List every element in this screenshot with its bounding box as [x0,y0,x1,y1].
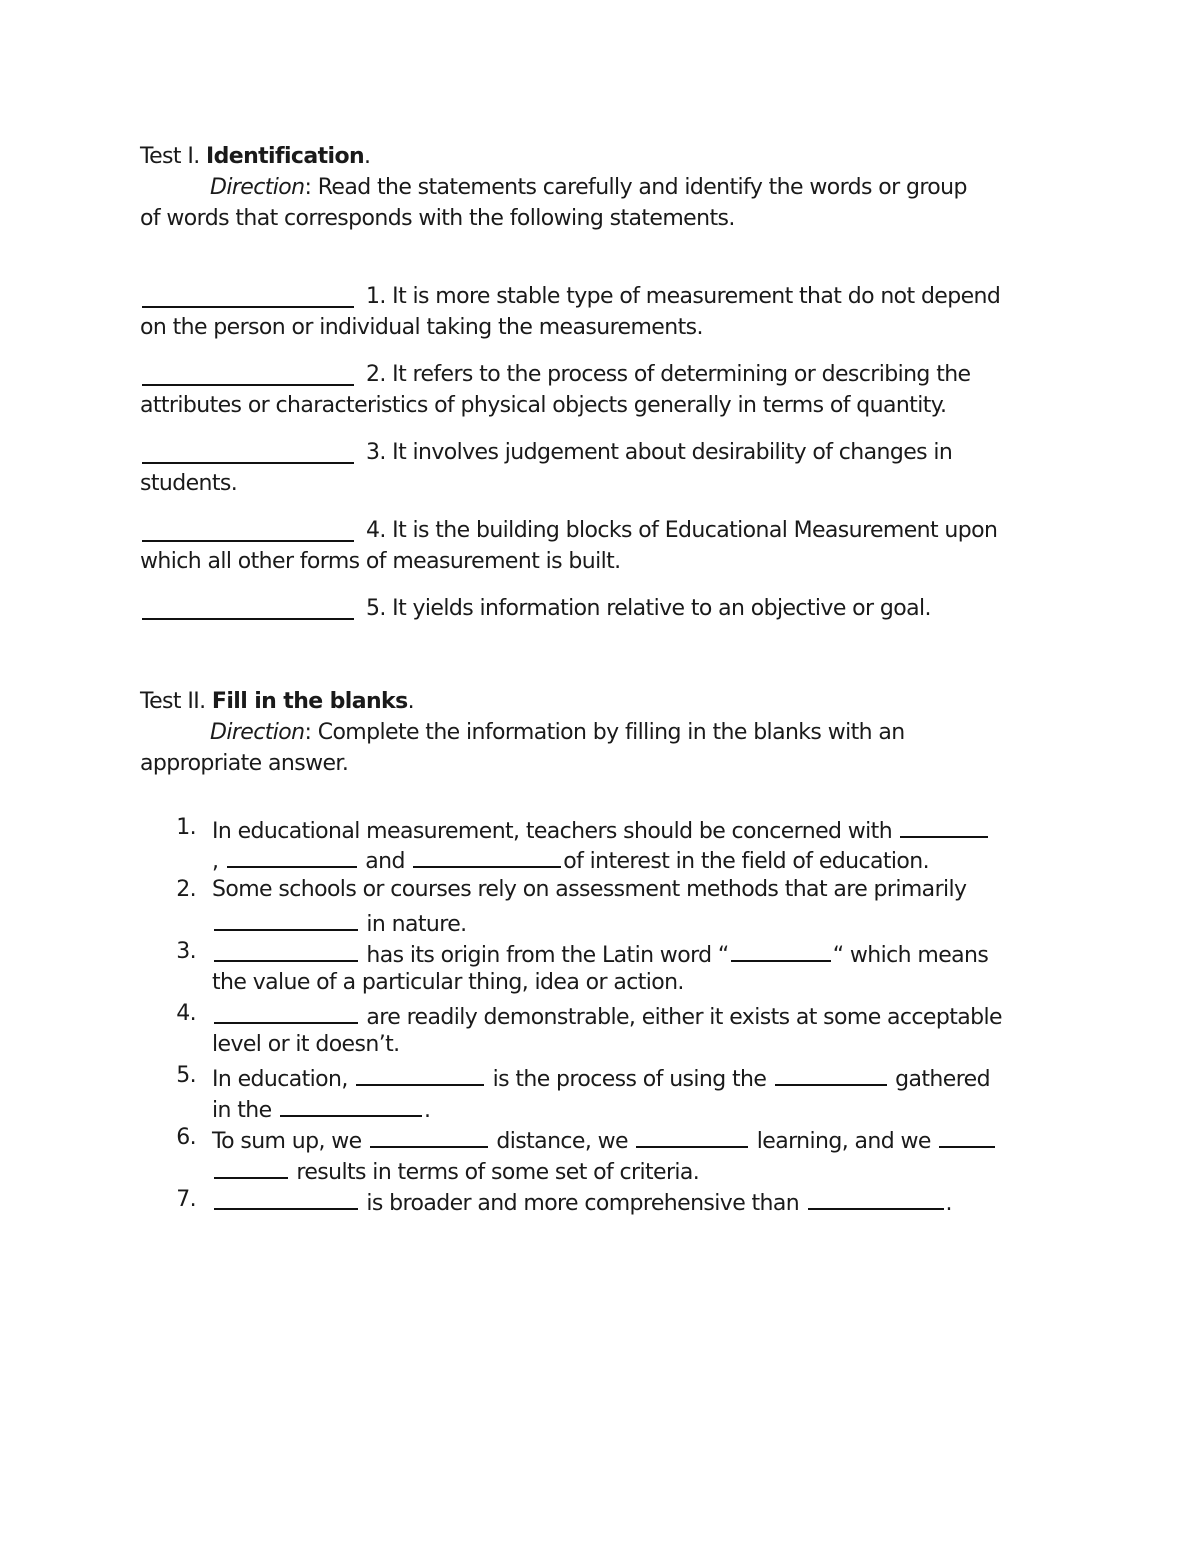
test1-direction-text-2: of words that corresponds with the following statements. [140,206,735,231]
identification-item-2: 2. It refers to the process of determining or describing the [366,362,971,387]
fill-blank-5a[interactable] [356,1062,484,1086]
fill-item-7-end: . [945,1191,952,1216]
fill-item-6 [212,1124,997,1156]
fill-item-5-text: In education, [212,1067,348,1092]
identification-item-1: 1. It is more stable type of measurement that do not depend [366,284,1001,309]
fill-blank-6a[interactable] [370,1124,488,1148]
test1-title [140,143,370,171]
fill-item-4 [212,1000,1002,1032]
identification-item-3: 3. It involves judgement about desirability of changes in [366,440,953,465]
fill-blank-6c[interactable] [939,1124,995,1148]
test2-direction [210,719,905,747]
fill-item-5 [212,1062,990,1094]
fill-item-6-number: 6. [176,1125,196,1150]
fill-item-7-text: is broader and more comprehensive than [366,1191,800,1216]
fill-item-5-text-4: in the [212,1098,272,1123]
fill-item-3-number: 3. [176,939,196,964]
fill-blank-5c[interactable] [280,1093,422,1117]
fill-item-6-cont [212,1155,699,1187]
fill-item-5-text-2: is the process of using the [492,1067,767,1092]
identification-item-4: 4. It is the building blocks of Educational Measurement upon [366,518,998,543]
test2-direction-text: : Complete the information by filling in the blanks with an [304,720,905,745]
fill-item-6-text-2: distance, we [496,1129,628,1154]
fill-item-1-text: In educational measurement, teachers should be concerned with [212,819,893,844]
fill-item-5-end: . [423,1098,431,1123]
fill-blank-1a[interactable] [900,814,988,838]
fill-item-3-text: has its origin from the Latin word “ [366,943,729,968]
fill-item-5-cont [212,1093,430,1125]
fill-item-5-number: 5. [176,1063,196,1088]
fill-blank-7a[interactable] [214,1186,358,1210]
test1-direction-text: : Read the statements carefully and identify the words or group [304,175,967,200]
answer-blank-5[interactable] [142,618,354,620]
identification-item-4-cont: which all other forms of measurement is built. [140,549,621,574]
fill-blank-7b[interactable] [808,1186,944,1210]
fill-item-1-and: and [365,849,405,874]
fill-blank-5b[interactable] [775,1062,887,1086]
identification-item-2-cont: attributes or characteristics of physical objects generally in terms of quantity. [140,393,947,418]
fill-item-3 [212,938,988,970]
test2-heading: Fill in the blanks [211,689,408,714]
fill-blank-3b[interactable] [731,938,831,962]
test1-direction-label: Direction [210,175,305,200]
fill-item-6-text-3: learning, and we [756,1129,931,1154]
fill-item-1-cont [212,844,929,876]
fill-blank-1c[interactable] [413,844,561,868]
fill-item-3-cont: the value of a particular thing, idea or action. [212,970,684,995]
fill-item-2-number: 2. [176,877,196,902]
identification-item-1-cont: on the person or individual taking the measurements. [140,315,703,340]
fill-item-6-end: results in terms of some set of criteria. [296,1160,700,1185]
fill-blank-6d[interactable] [214,1155,288,1179]
fill-item-5-text-3: gathered [895,1067,990,1092]
answer-blank-1[interactable] [142,306,354,308]
fill-item-4-number: 4. [176,1001,196,1026]
fill-blank-2a[interactable] [214,907,358,931]
answer-blank-4[interactable] [142,540,354,542]
fill-item-1-comma: , [212,849,219,874]
test1-heading: Identification [206,144,365,169]
fill-item-1-number: 1. [176,815,196,840]
fill-item-7 [212,1186,952,1218]
identification-item-3-cont: students. [140,471,238,496]
answer-blank-2[interactable] [142,384,354,386]
fill-item-2-cont [212,907,467,939]
fill-item-7-number: 7. [176,1187,196,1212]
fill-item-1 [212,814,990,846]
test1-prefix: Test I. [140,144,200,169]
fill-blank-6b[interactable] [636,1124,748,1148]
fill-blank-1b[interactable] [227,844,357,868]
fill-blank-4a[interactable] [214,1000,358,1024]
fill-item-1-end: of interest in the field of education. [563,849,929,874]
test2-direction-label: Direction [210,720,305,745]
test2-title [140,688,414,716]
test2-prefix: Test II. [140,689,206,714]
fill-item-3-text-2: “ which means [832,943,989,968]
identification-item-5: 5. It yields information relative to an objective or goal. [366,596,931,621]
test1-period: . [364,144,371,169]
fill-item-4-cont: level or it doesn’t. [212,1032,400,1057]
fill-blank-3a[interactable] [214,938,358,962]
test2-direction-text-2: appropriate answer. [140,751,349,776]
fill-item-2-end: in nature. [366,912,467,937]
test1-direction [210,174,967,202]
test2-period: . [407,689,414,714]
fill-item-2: Some schools or courses rely on assessment methods that are primarily [212,877,967,902]
fill-item-6-text: To sum up, we [212,1129,362,1154]
answer-blank-3[interactable] [142,462,354,464]
fill-item-4-text: are readily demonstrable, either it exists at some acceptable [366,1005,1002,1030]
